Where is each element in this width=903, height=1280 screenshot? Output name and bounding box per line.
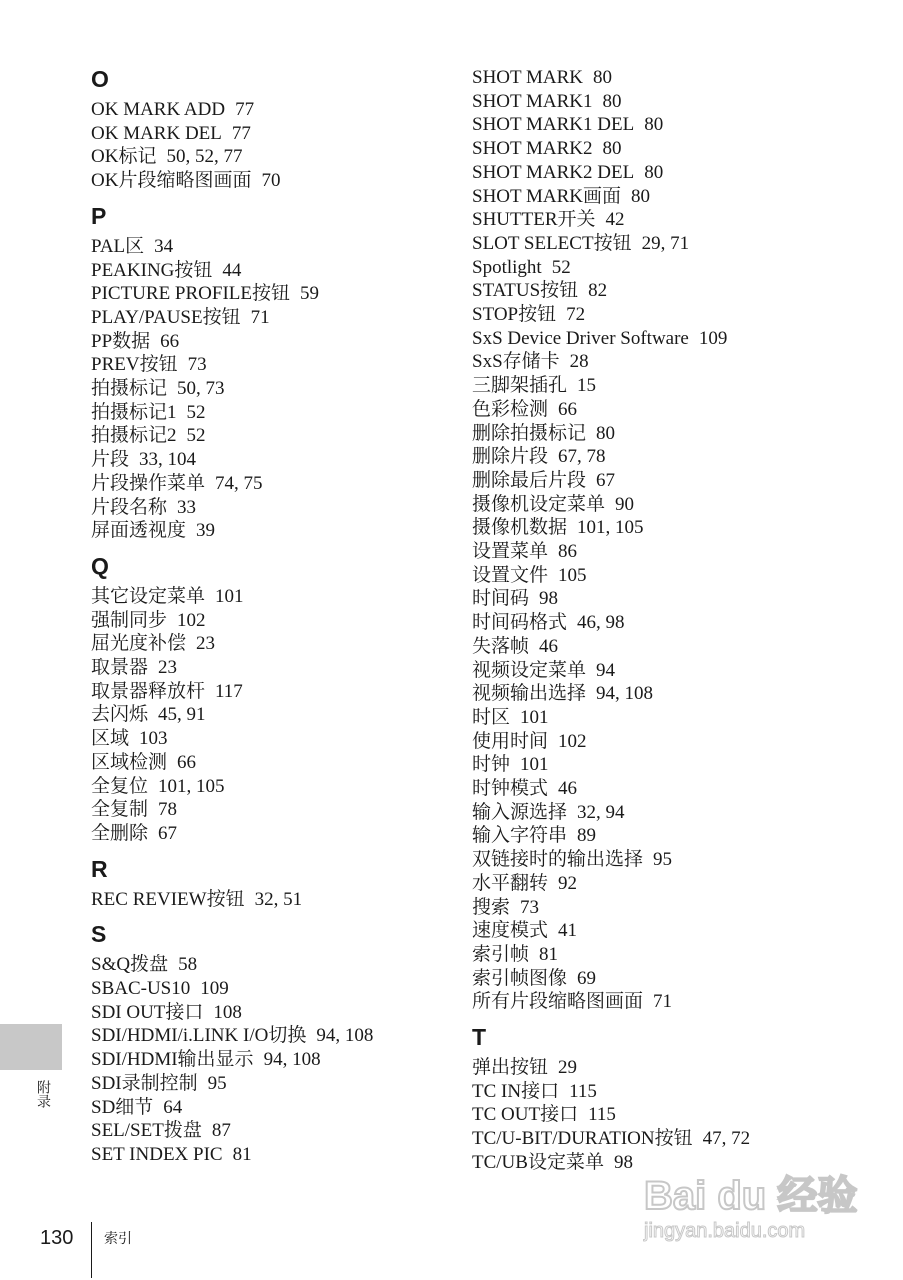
- index-page-refs: 109: [200, 978, 229, 999]
- index-entry: [472, 565, 587, 587]
- index-term: S&Q拨盘: [91, 954, 169, 976]
- index-entry: [472, 351, 589, 373]
- index-term: SDI OUT接口: [91, 1001, 204, 1023]
- index-entry: [91, 449, 196, 471]
- index-page-refs: 80: [596, 422, 616, 444]
- index-entry: [91, 99, 254, 121]
- index-page-refs: 29: [558, 1057, 578, 1078]
- index-term: PLAY/PAUSE按钮: [91, 306, 241, 328]
- index-entry: [472, 1081, 597, 1103]
- index-term: 搜索: [472, 896, 511, 918]
- index-term: TC/UB设定菜单: [472, 1151, 604, 1173]
- index-term: SHUTTER开关: [472, 209, 596, 231]
- index-page-refs: 52: [186, 425, 206, 447]
- index-term: PEAKING按钮: [91, 259, 213, 281]
- index-page-refs: 81: [539, 943, 559, 965]
- index-page-refs: 33: [177, 496, 197, 518]
- index-entry: [91, 633, 215, 655]
- index-page-refs: 103: [139, 728, 168, 750]
- index-term: 拍摄标记: [91, 378, 168, 399]
- index-page-refs: 80: [631, 185, 651, 207]
- index-entry: [472, 257, 571, 279]
- index-page-refs: 47, 72: [702, 1128, 751, 1150]
- index-entry: [91, 978, 229, 1000]
- index-page-refs: 39: [196, 520, 216, 542]
- index-page-refs: 94, 108: [263, 1049, 321, 1071]
- index-entry: [91, 283, 319, 305]
- index-page-refs: 52: [551, 256, 571, 278]
- index-entry: [91, 378, 225, 400]
- index-term: 删除片段: [472, 446, 549, 468]
- index-term: 双链接时的输出选择: [472, 849, 644, 871]
- index-page-refs: 50, 52, 77: [166, 146, 243, 168]
- index-entry: [472, 897, 539, 919]
- index-page-refs: 67: [596, 469, 616, 491]
- index-entry: [472, 209, 625, 231]
- index-page-refs: 41: [558, 920, 578, 942]
- index-term: SDI/HDMI输出显示: [91, 1049, 254, 1071]
- index-entry: [91, 752, 196, 774]
- index-term: 删除拍摄标记: [472, 422, 587, 444]
- index-entry: [472, 114, 663, 136]
- index-page-refs: 81: [232, 1143, 252, 1165]
- index-page-refs: 80: [602, 138, 622, 160]
- index-entry: [472, 280, 607, 302]
- appendix-side-label: 附录: [36, 1080, 52, 1108]
- index-page-refs: 105: [558, 564, 587, 586]
- index-term: 全删除: [91, 822, 149, 844]
- index-term: 输入源选择: [472, 801, 568, 823]
- index-page-refs: 95: [207, 1072, 227, 1094]
- index-entry: [472, 636, 558, 658]
- index-entry: [91, 146, 242, 168]
- index-entry: [472, 328, 727, 350]
- index-entry: [91, 954, 197, 976]
- index-term: 索引帧图像: [472, 967, 568, 989]
- index-page-refs: 115: [569, 1080, 597, 1102]
- index-page-refs: 109: [698, 327, 728, 349]
- index-entry: [472, 138, 622, 160]
- index-entry: [472, 494, 634, 516]
- index-entry: [472, 162, 663, 184]
- index-term: SD细节: [91, 1096, 154, 1118]
- index-page-refs: 98: [613, 1151, 633, 1173]
- index-term: 使用时间: [472, 730, 549, 752]
- index-term: 片段操作菜单: [91, 472, 206, 494]
- index-entry: [472, 517, 644, 539]
- section-letter-q: Q: [91, 552, 109, 579]
- index-term: TC/U-BIT/DURATION按钮: [472, 1128, 693, 1150]
- index-entry: [91, 1049, 321, 1071]
- index-term: 时钟: [472, 754, 511, 776]
- index-page-refs: 101, 105: [158, 775, 225, 797]
- index-page-refs: 50, 73: [177, 378, 225, 399]
- index-page-refs: 73: [187, 354, 207, 376]
- index-page-refs: 80: [602, 90, 622, 112]
- index-page-refs: 67, 78: [558, 446, 606, 468]
- index-entry: [472, 1152, 633, 1174]
- index-page-refs: 66: [177, 751, 197, 773]
- index-entry: [91, 610, 206, 632]
- index-page-refs: 101: [215, 585, 244, 607]
- section-letter-r: R: [91, 855, 108, 882]
- index-term: 片段: [91, 449, 130, 471]
- index-entry: [91, 1120, 231, 1142]
- index-entry: [472, 1128, 750, 1150]
- index-entry: [472, 470, 615, 492]
- index-entry: [91, 657, 177, 679]
- index-term: SHOT MARK: [472, 67, 584, 88]
- index-entry: [472, 683, 653, 705]
- index-page-refs: 23: [158, 657, 178, 678]
- index-entry: [472, 304, 585, 326]
- index-term: SxS Device Driver Software: [472, 327, 689, 349]
- index-entry: [91, 776, 225, 798]
- index-page-refs: 108: [213, 1001, 242, 1023]
- index-term: 时区: [472, 706, 511, 728]
- index-page-refs: 66: [558, 398, 578, 420]
- index-entry: [91, 586, 244, 608]
- index-page-refs: 70: [261, 170, 281, 192]
- index-page-refs: 46, 98: [577, 612, 625, 634]
- index-entry: [472, 91, 622, 113]
- section-letter-t: T: [472, 1024, 487, 1050]
- index-entry: [472, 541, 577, 563]
- index-entry: [91, 704, 206, 726]
- index-page-refs: 94: [596, 659, 616, 681]
- index-term: 拍摄标记1: [91, 401, 177, 423]
- index-entry: [91, 799, 177, 821]
- index-term: 失落帧: [472, 635, 530, 657]
- index-page-refs: 52: [186, 401, 206, 423]
- index-entry: [91, 425, 206, 447]
- index-entry: [91, 307, 270, 329]
- index-page-refs: 71: [653, 991, 673, 1013]
- index-term: SHOT MARK画面: [472, 185, 622, 207]
- index-page-refs: 64: [163, 1096, 183, 1118]
- index-page-refs: 117: [215, 680, 243, 702]
- index-entry: [91, 681, 243, 703]
- footer-divider: [91, 1222, 92, 1278]
- index-page-refs: 32, 51: [254, 888, 303, 910]
- index-term: OK标记: [91, 146, 157, 168]
- index-page-refs: 34: [154, 235, 174, 257]
- watermark-logo-text: Bai du 经验: [644, 1174, 858, 1218]
- index-term: PP数据: [91, 330, 151, 352]
- index-term: 输入字符串: [472, 825, 568, 847]
- index-entry: [472, 731, 587, 753]
- index-term: 强制同步: [91, 609, 168, 631]
- index-entry: [472, 707, 549, 729]
- index-entry: [91, 1025, 373, 1047]
- index-entry: [472, 991, 672, 1013]
- index-term: TC OUT接口: [472, 1104, 579, 1126]
- index-page-refs: 95: [653, 849, 673, 871]
- index-page-refs: 94, 108: [596, 683, 654, 705]
- watermark-url-text: jingyan.baidu.com: [644, 1220, 806, 1242]
- index-entry: [91, 1002, 242, 1024]
- baidu-jingyan-watermark: [640, 1165, 895, 1245]
- index-term: 取景器: [91, 657, 149, 678]
- index-term: SHOT MARK1 DEL: [472, 114, 635, 136]
- index-page-refs: 101: [520, 754, 549, 776]
- index-entry: [472, 920, 577, 942]
- index-page-refs: 28: [569, 351, 589, 373]
- index-term: 色彩检测: [472, 398, 549, 420]
- index-term: 全复位: [91, 775, 149, 797]
- section-letter-p: P: [91, 202, 107, 229]
- index-term: 其它设定菜单: [91, 585, 206, 607]
- index-term: 设置菜单: [472, 541, 549, 562]
- index-page-refs: 33, 104: [139, 449, 197, 471]
- index-page-refs: 29, 71: [641, 232, 690, 254]
- index-page-refs: 92: [558, 872, 578, 894]
- index-term: 全复制: [91, 799, 149, 821]
- index-term: TC IN接口: [472, 1080, 560, 1102]
- index-page-refs: 46: [539, 635, 559, 657]
- index-term: 取景器释放杆: [91, 680, 206, 702]
- index-entry: [472, 423, 615, 445]
- index-entry: [91, 728, 168, 750]
- index-page-refs: 82: [588, 280, 608, 302]
- index-entry: [91, 331, 179, 353]
- index-page-refs: 80: [593, 67, 613, 88]
- index-page-refs: 44: [222, 259, 242, 281]
- index-term: REC REVIEW按钮: [91, 888, 245, 910]
- index-term: PICTURE PROFILE按钮: [91, 283, 290, 305]
- index-entry: [472, 612, 625, 634]
- index-page-refs: 86: [558, 541, 578, 562]
- index-page-refs: 80: [644, 161, 664, 183]
- index-term: 去闪烁: [91, 704, 149, 726]
- index-term: STATUS按钮: [472, 280, 579, 302]
- index-term: SEL/SET拨盘: [91, 1120, 202, 1142]
- index-term: 视频输出选择: [472, 683, 587, 705]
- index-page-refs: 58: [178, 954, 198, 976]
- index-entry: [472, 1104, 616, 1126]
- index-entry: [91, 402, 206, 424]
- index-term: 索引帧: [472, 943, 530, 965]
- index-term: 摄像机设定菜单: [472, 493, 606, 515]
- index-entry: [472, 873, 577, 895]
- index-page-refs: 15: [577, 375, 597, 397]
- index-page-refs: 72: [566, 304, 586, 325]
- index-entry: [91, 1073, 227, 1095]
- index-page-refs: 77: [231, 122, 251, 144]
- index-entry: [91, 354, 207, 376]
- index-term: OK MARK ADD: [91, 99, 226, 120]
- index-page-refs: 89: [577, 825, 597, 847]
- index-page-refs: 87: [211, 1120, 231, 1142]
- index-page-refs: 46: [558, 778, 578, 799]
- section-letter-o: O: [91, 66, 109, 92]
- index-term: PAL区: [91, 235, 145, 257]
- index-term: STOP按钮: [472, 304, 557, 325]
- index-term: 屏面透视度: [91, 520, 187, 542]
- index-page-refs: 32, 94: [577, 801, 625, 823]
- index-term: 区域: [91, 728, 130, 750]
- appendix-side-tab: [0, 1024, 62, 1070]
- index-page-refs: 59: [300, 283, 319, 305]
- index-page-refs: 77: [235, 99, 255, 120]
- index-entry: [472, 754, 549, 776]
- index-entry: [91, 823, 177, 845]
- index-term: 所有片段缩略图画面: [472, 991, 644, 1013]
- index-term: 速度模式: [472, 920, 549, 942]
- index-term: 片段名称: [91, 496, 168, 518]
- index-page-refs: 78: [158, 799, 178, 821]
- page-number: 130: [40, 1227, 74, 1249]
- index-page-refs: 101: [520, 706, 549, 728]
- index-entry: [472, 825, 596, 847]
- index-page-refs: 66: [160, 330, 180, 352]
- index-page-refs: 73: [520, 896, 540, 918]
- index-entry: [472, 588, 558, 610]
- index-entry: [91, 497, 196, 519]
- index-term: SDI/HDMI/i.LINK I/O切换: [91, 1025, 307, 1047]
- index-page-refs: 98: [539, 588, 559, 610]
- index-entry: [91, 889, 302, 911]
- index-entry: [91, 473, 263, 495]
- index-term: SHOT MARK2: [472, 138, 593, 160]
- index-term: SDI录制控制: [91, 1072, 198, 1094]
- index-page-refs: 80: [644, 114, 664, 136]
- index-term: 摄像机数据: [472, 517, 568, 539]
- index-page-refs: 67: [158, 822, 178, 844]
- index-page-refs: 71: [250, 306, 270, 328]
- index-entry: [91, 1144, 252, 1166]
- index-term: 屈光度补偿: [91, 633, 187, 655]
- index-entry: [472, 802, 625, 824]
- index-entry: [91, 236, 173, 258]
- index-page-refs: 102: [177, 609, 206, 631]
- index-term: 拍摄标记2: [91, 425, 177, 447]
- index-page-refs: 74, 75: [215, 472, 263, 494]
- index-entry: [472, 399, 577, 421]
- index-term: 时间码: [472, 588, 530, 610]
- index-term: 水平翻转: [472, 872, 549, 894]
- index-term: OK MARK DEL: [91, 122, 222, 144]
- index-term: SLOT SELECT按钮: [472, 232, 632, 254]
- index-page-refs: 101, 105: [577, 517, 644, 539]
- index-entry: [91, 520, 215, 542]
- index-entry: [472, 849, 672, 871]
- index-term: 删除最后片段: [472, 469, 587, 491]
- index-term: 时间码格式: [472, 612, 568, 634]
- index-page-refs: 102: [558, 730, 587, 752]
- section-letter-s: S: [91, 921, 107, 948]
- index-entry: [472, 778, 577, 800]
- index-term: SBAC-US10: [91, 978, 191, 999]
- index-entry: [91, 170, 280, 192]
- index-entry: [472, 968, 596, 990]
- index-term: 视频设定菜单: [472, 659, 587, 681]
- index-entry: [472, 186, 650, 208]
- index-page-refs: 90: [615, 493, 635, 515]
- index-term: SET INDEX PIC: [91, 1143, 223, 1165]
- index-term: 三脚架插孔: [472, 375, 568, 397]
- index-entry: [472, 233, 689, 255]
- index-entry: [91, 123, 251, 145]
- index-page-refs: 45, 91: [158, 704, 206, 726]
- index-entry: [91, 1097, 182, 1119]
- index-page-refs: 23: [196, 633, 216, 655]
- index-term: 时钟模式: [472, 778, 549, 799]
- index-entry: [472, 944, 558, 966]
- index-term: PREV按钮: [91, 354, 178, 376]
- index-page-refs: 69: [577, 967, 597, 989]
- index-term: SxS存储卡: [472, 351, 560, 373]
- index-term: Spotlight: [472, 256, 542, 278]
- index-page-refs: 115: [588, 1104, 616, 1126]
- index-term: 区域检测: [91, 751, 168, 773]
- index-term: OK片段缩略图画面: [91, 170, 252, 192]
- index-term: SHOT MARK2 DEL: [472, 161, 635, 183]
- index-page-refs: 42: [605, 209, 625, 231]
- index-term: 设置文件: [472, 564, 549, 586]
- index-term: 弹出按钮: [472, 1057, 549, 1078]
- index-page-refs: 94, 108: [316, 1025, 374, 1047]
- index-entry: [472, 1057, 577, 1079]
- index-entry: [472, 67, 612, 89]
- index-entry: [472, 446, 606, 468]
- index-entry: [91, 260, 241, 282]
- index-term: SHOT MARK1: [472, 90, 593, 112]
- index-entry: [472, 375, 596, 397]
- footer-section-label: 索引: [104, 1230, 132, 1246]
- index-entry: [472, 660, 615, 682]
